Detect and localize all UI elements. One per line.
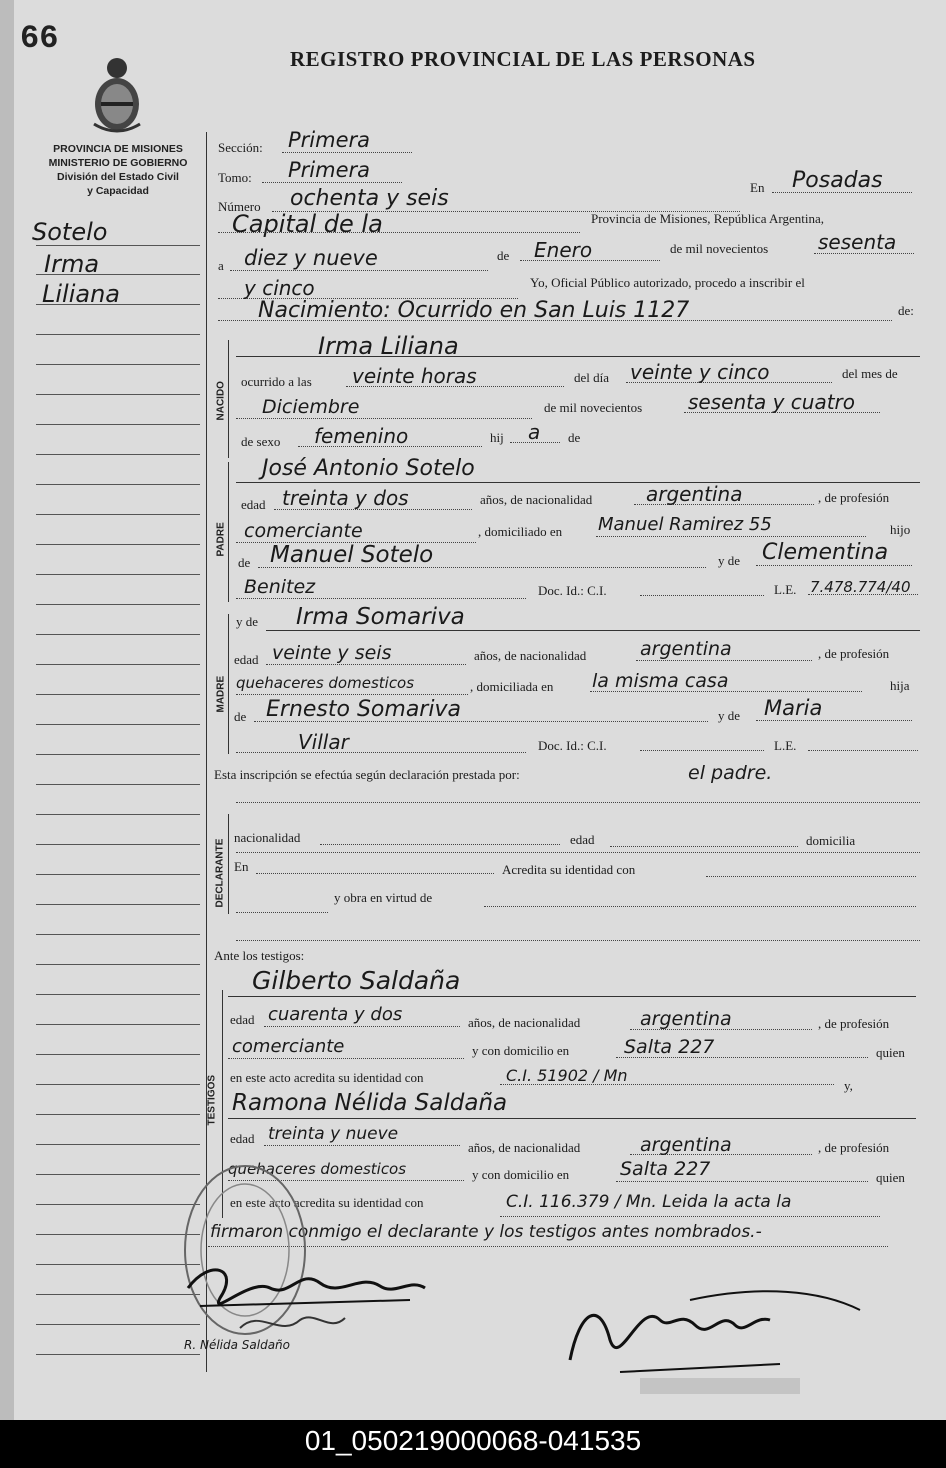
label-quien-t2: quien <box>876 1170 905 1185</box>
padre-prof: comerciante <box>244 520 363 542</box>
label-seccion: Sección: <box>218 140 263 155</box>
margin-name-1: Irma <box>44 250 100 278</box>
label-de-colon: de: <box>898 303 914 318</box>
label-tomo: Tomo: <box>218 170 252 185</box>
label-yo: Yo, Oficial Público autorizado, procedo a inscribir el <box>530 275 805 290</box>
madre-madre2: Villar <box>298 730 349 754</box>
t1-id: C.I. 51902 / Mn <box>506 1066 628 1085</box>
label-le-padre: L.E. <box>774 582 797 597</box>
t2-nombre: Ramona Nélida Saldaña <box>232 1090 508 1116</box>
mes-nac-value: Diciembre <box>262 396 360 418</box>
label-hija: hija <box>890 678 910 693</box>
t2-dom: Salta 227 <box>620 1158 711 1180</box>
label-nacionalidad-decl: nacionalidad <box>234 830 301 845</box>
label-numero: Número <box>218 199 261 214</box>
label-ocurrido: ocurrido a las <box>241 374 312 389</box>
page-number: 66 <box>20 20 59 57</box>
madre-edad: veinte y seis <box>272 642 392 664</box>
coat-of-arms-icon <box>88 54 146 136</box>
label-ante-testigos: Ante los testigos: <box>214 948 305 963</box>
issuing-office <box>28 142 208 198</box>
scan-footer-code: 01_050219000068-041535 <box>0 1420 946 1468</box>
t2-prof: quehaceres domesticos <box>228 1160 407 1178</box>
label-de-madre: de <box>234 709 247 724</box>
label-del-mes: del mes de <box>842 366 898 381</box>
label-anios-padre: años, de nacionalidad <box>480 492 593 507</box>
madre-dom: la misma casa <box>592 670 729 692</box>
madre-madre: Maria <box>764 696 823 720</box>
label-profesion-t2: , de profesión <box>818 1140 890 1155</box>
nacido-nombre: Irma Liliana <box>318 332 459 360</box>
mes-value: Enero <box>534 238 593 262</box>
witness-signature: R. Nélida Saldaño <box>184 1338 291 1352</box>
document-title: REGISTRO PROVINCIAL DE LAS PERSONAS <box>290 47 756 71</box>
t1-prof: comerciante <box>232 1036 345 1057</box>
section-madre: MADRE <box>215 675 227 713</box>
label-de-2: de <box>568 430 581 445</box>
label-profesion-t1: , de profesión <box>818 1016 890 1031</box>
madre-nombre: Irma Somariva <box>296 604 465 630</box>
label-domicilio-t2: y con domicilio en <box>472 1167 570 1182</box>
label-acredita-t1: en este acto acredita su identidad con <box>230 1070 424 1085</box>
label-en-decl: En <box>234 859 249 874</box>
t1-dom: Salta 227 <box>624 1036 715 1058</box>
label-edad-t2: edad <box>230 1131 255 1146</box>
numero-value: ochenta y seis <box>290 186 449 211</box>
declarante-value: el padre. <box>688 762 773 784</box>
label-profesion-padre: , de profesión <box>818 490 890 505</box>
label-hijo: hijo <box>890 522 911 537</box>
t1-edad: cuarenta y dos <box>268 1004 403 1025</box>
padre-nombre: José Antonio Sotelo <box>262 456 475 481</box>
label-y-comma: y, <box>844 1078 853 1093</box>
org-line-2: MINISTERIO DE GOBIERNO <box>48 157 188 169</box>
t1-nac: argentina <box>640 1008 732 1030</box>
label-doc-madre: Doc. Id.: C.I. <box>538 738 607 753</box>
label-domicilia-decl: domicilia <box>806 833 856 848</box>
label-de-sexo: de sexo <box>241 434 281 449</box>
padre-dom: Manuel Ramirez 55 <box>598 514 772 535</box>
label-hij: hij <box>490 430 504 445</box>
hij-suffix: a <box>528 420 541 444</box>
lugar2-value: Capital de la <box>232 210 383 238</box>
label-anios-madre: años, de nacionalidad <box>474 648 587 663</box>
padre-edad: treinta y dos <box>282 486 409 510</box>
sexo-value: femenino <box>314 424 409 448</box>
section-padre: PADRE <box>215 522 227 557</box>
label-le-madre: L.E. <box>774 738 797 753</box>
hora-value: veinte horas <box>352 364 477 388</box>
seccion-value: Primera <box>288 128 371 152</box>
margin-surname: Sotelo <box>32 218 108 246</box>
label-de-mil: de mil novecientos <box>670 241 769 256</box>
padre-madre: Clementina <box>762 540 889 565</box>
label-de: de <box>497 248 510 263</box>
section-declarante: DECLARANTE <box>214 838 226 908</box>
label-de-mil-2: de mil novecientos <box>544 400 643 415</box>
madre-nac: argentina <box>640 638 732 660</box>
label-obra: y obra en virtud de <box>334 890 433 905</box>
anio-value: sesenta <box>818 230 897 254</box>
label-anios-t2: años, de nacionalidad <box>468 1140 581 1155</box>
label-acredita-t2: en este acto acredita su identidad con <box>230 1195 424 1210</box>
faint-stamp <box>640 1378 800 1394</box>
label-edad-padre: edad <box>241 497 266 512</box>
dia-nac-value: veinte y cinco <box>630 360 770 384</box>
padre-padre: Manuel Sotelo <box>270 542 434 568</box>
label-edad-decl: edad <box>570 832 595 847</box>
anio-nac-value: sesenta y cuatro <box>688 390 856 414</box>
label-doc-padre: Doc. Id.: C.I. <box>538 583 607 598</box>
label-edad-t1: edad <box>230 1012 255 1027</box>
margin-name-2: Liliana <box>42 280 120 308</box>
label-de-padre: de <box>238 555 251 570</box>
padre-nac: argentina <box>646 482 743 506</box>
label-profesion-madre: , de profesión <box>818 646 890 661</box>
dia-value: diez y nueve <box>244 246 378 270</box>
t2-edad: treinta y nueve <box>268 1124 399 1144</box>
section-testigos: TESTIGOS <box>206 1074 218 1126</box>
acto-value: Nacimiento: Ocurrido en San Luis 1127 <box>258 298 690 323</box>
org-line-3: División del Estado Civil <box>57 171 179 183</box>
label-anios-t1: años, de nacionalidad <box>468 1015 581 1030</box>
lugar-value: Posadas <box>792 168 883 193</box>
org-line-1: PROVINCIA DE MISIONES <box>53 143 183 155</box>
t2-nac: argentina <box>640 1134 732 1156</box>
t2-id: C.I. 116.379 / Mn. Leida la acta la <box>506 1192 792 1212</box>
label-provincia: Provincia de Misiones, República Argentina, <box>591 211 824 226</box>
label-del-dia: del día <box>574 370 610 385</box>
official-signature-icon <box>560 1280 880 1380</box>
anio2-value: y cinco <box>244 276 315 300</box>
section-nacido: NACIDO <box>215 381 227 421</box>
label-domiciliado: , domiciliado en <box>478 524 563 539</box>
label-y-de-padre: y de <box>718 553 741 568</box>
label-a: a <box>218 258 224 273</box>
padre-le: 7.478.774/40 <box>810 578 911 596</box>
label-domiciliada: , domiciliada en <box>470 679 554 694</box>
label-y-de-madre-head: y de <box>236 614 259 629</box>
tomo-value: Primera <box>288 158 371 182</box>
label-inscripcion: Esta inscripción se efectúa según declaración prestada por: <box>214 767 520 782</box>
label-en: En <box>750 180 765 195</box>
label-acredita-decl: Acredita su identidad con <box>502 862 636 877</box>
madre-padre: Ernesto Somariva <box>266 697 461 722</box>
label-quien-t1: quien <box>876 1045 905 1060</box>
label-edad-madre: edad <box>234 652 259 667</box>
org-line-4: y Capacidad <box>87 185 149 197</box>
label-domicilio-t1: y con domicilio en <box>472 1043 570 1058</box>
madre-prof: quehaceres domesticos <box>236 674 415 692</box>
closing-line: firmaron conmigo el declarante y los testigos antes nombrados.- <box>210 1222 762 1242</box>
padre-madre2: Benitez <box>244 576 316 598</box>
t1-nombre: Gilberto Saldaña <box>252 966 461 995</box>
label-y-de-madre: y de <box>718 708 741 723</box>
